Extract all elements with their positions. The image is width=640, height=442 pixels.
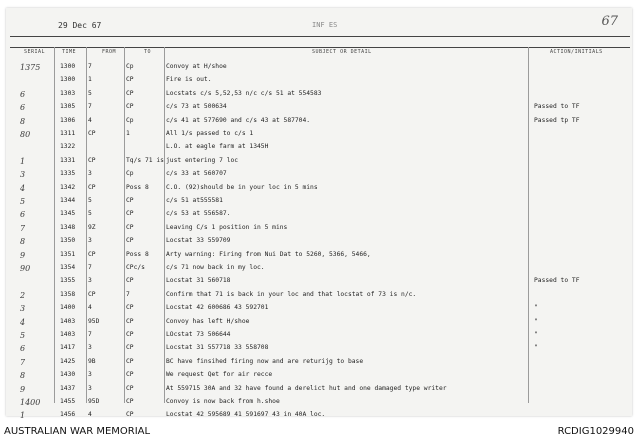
column-header-serial: SERIAL [24, 49, 46, 55]
entry-time: 1335 [60, 170, 76, 178]
entry-to: CP [126, 384, 134, 392]
entry-to: 7 [126, 290, 130, 298]
entry-subject: All 1/s passed to c/s 1 [166, 130, 254, 137]
entry-to: CP [126, 237, 134, 245]
entry-time: 1345 [60, 210, 76, 218]
entry-subject: c/s 71 now back in my loc. [166, 264, 265, 271]
entry-action: Passed tp TF [534, 116, 580, 124]
entry-from: 7 [88, 264, 92, 271]
entry-subject: Confirm that 71 is back in your loc and that locstat of 73 is n/c. [166, 290, 417, 298]
log-entry-row [0, 251, 640, 263]
log-entry-row [0, 130, 640, 142]
entry-subject: c/s 53 at 556587. [166, 210, 231, 218]
entry-subject: c/s 73 at 500634 [166, 103, 227, 111]
entry-serial: 6 [20, 210, 26, 220]
entry-to: Tq/s 71 is [126, 156, 164, 164]
entry-time: 1425 [60, 357, 76, 365]
entry-from: CP [88, 130, 96, 137]
entry-subject: We request Qet for air recce [166, 371, 273, 379]
entry-serial: 1400 [20, 398, 41, 407]
entry-to: CP [126, 344, 134, 352]
log-entry-row [0, 143, 640, 155]
entry-time: 1350 [60, 237, 76, 245]
entry-time: 1437 [60, 384, 76, 392]
entry-to: CP [126, 197, 134, 204]
entry-serial: 6 [20, 344, 26, 354]
entry-to: CP [126, 357, 134, 365]
log-entry-row [0, 197, 640, 209]
entry-time: 1417 [60, 344, 76, 352]
entry-from: 5 [88, 89, 92, 97]
entry-from: 3 [88, 384, 92, 392]
entry-serial: 80 [20, 130, 31, 139]
log-entry-row [0, 358, 640, 370]
entry-subject: Locstat 31 557718 33 558708 [166, 344, 269, 352]
log-entry-row [0, 264, 640, 276]
column-header-to: TO [144, 49, 152, 55]
entry-subject: LOcstat 73 506644 [166, 331, 231, 338]
entry-serial: 6 [20, 89, 26, 99]
entry-time: 1311 [60, 130, 76, 137]
entry-from: 7 [88, 103, 92, 111]
entry-from: 4 [88, 411, 92, 419]
entry-to: CPc/s [126, 264, 145, 271]
entry-time: 1456 [60, 411, 76, 419]
entry-time: 1355 [60, 277, 76, 285]
entry-serial: 2 [20, 290, 26, 300]
page-number: 67 [601, 14, 618, 29]
entry-subject: Locstat 42 595689 41 591697 43 in 40A loc. [166, 411, 326, 419]
entry-serial: 1 [20, 411, 26, 421]
column-header-subject: SUBJECT OR DETAIL [312, 49, 372, 55]
entry-from: 4 [88, 304, 92, 312]
entry-serial: 8 [20, 116, 26, 126]
header-rule-bottom [10, 47, 630, 48]
entry-to: CP [126, 76, 134, 84]
entry-to: CP [126, 398, 134, 405]
entry-to: 1 [126, 130, 130, 137]
entry-time: 1348 [60, 223, 76, 231]
entry-time: 1303 [60, 89, 76, 97]
entry-from: CP [88, 290, 96, 298]
entry-time: 1344 [60, 197, 76, 204]
entry-subject: Locstat 33 559709 [166, 237, 231, 245]
entry-subject: Locstat 31 560718 [166, 277, 231, 285]
log-entry-row [0, 291, 640, 303]
entry-to: CP [126, 103, 134, 111]
entry-action: Passed to TF [534, 277, 580, 285]
entry-from: 95D [88, 398, 100, 405]
entry-to: CP [126, 277, 134, 285]
entry-from: 5 [88, 197, 92, 204]
entry-subject: Convoy has left H/shoe [166, 317, 250, 325]
entry-from: 9Z [88, 223, 96, 231]
entry-to: CP [126, 331, 134, 338]
entry-to: CP [126, 89, 134, 97]
entry-subject: Convoy at H/shoe [166, 63, 227, 70]
entry-serial: 9 [20, 384, 26, 394]
entry-from: 5 [88, 210, 92, 218]
entry-to: Cp [126, 63, 134, 70]
entry-serial: 9 [20, 250, 26, 260]
entry-time: 1354 [60, 264, 76, 271]
log-entry-row [0, 117, 640, 129]
entry-from: 1 [88, 76, 92, 84]
log-entry-row [0, 331, 640, 343]
entry-subject: Locstat 42 600686 43 592701 [166, 304, 269, 312]
entry-time: 1300 [60, 76, 76, 84]
log-entry-row [0, 385, 640, 397]
entry-serial: 4 [20, 183, 26, 193]
log-date: 29 Dec 67 [58, 21, 102, 30]
entry-action: Passed to TF [534, 103, 580, 111]
entry-time: 1305 [60, 103, 76, 111]
header-mark: INF ES [312, 21, 338, 29]
entry-to: Poss 8 [126, 183, 149, 191]
entry-to: CP [126, 317, 134, 325]
log-entry-row [0, 237, 640, 249]
entry-subject: Convoy is now back from h.shoe [166, 398, 280, 405]
log-entry-row [0, 277, 640, 289]
footer-source: AUSTRALIAN WAR MEMORIAL [4, 426, 151, 437]
entry-subject: c/s 33 at 560707 [166, 170, 227, 178]
entry-serial: 7 [20, 223, 26, 233]
entry-subject: Locstats c/s 5,52,53 n/c c/s 51 at 554583 [166, 89, 322, 97]
entry-subject: c/s 41 at 577690 and c/s 43 at 587704. [166, 116, 311, 124]
entry-from: 7 [88, 63, 92, 70]
log-entry-row [0, 76, 640, 88]
entry-serial: 1375 [20, 63, 41, 72]
entry-subject: Fire is out. [166, 76, 212, 84]
column-header-from: FROM [102, 49, 117, 55]
entry-from: CP [88, 156, 96, 164]
entry-serial: 4 [20, 317, 26, 327]
entry-from: 3 [88, 277, 92, 285]
log-entry-row [0, 398, 640, 410]
log-entry-row [0, 90, 640, 102]
log-entry-row [0, 318, 640, 330]
entry-subject: just entering 7 loc [166, 156, 239, 164]
entry-subject: c/s 51 at555581 [166, 197, 223, 204]
entry-from: 3 [88, 344, 92, 352]
footer-reference: RCDIG1029940 [557, 426, 634, 437]
entry-to: Cp [126, 116, 134, 124]
log-entry-row [0, 170, 640, 182]
entry-time: 1300 [60, 63, 76, 70]
column-header-time: TIME [62, 49, 77, 55]
entry-from: CP [88, 250, 96, 258]
entry-from: 7 [88, 331, 92, 338]
header-rule-top [10, 36, 630, 37]
entry-subject: BC have finsihed firing now and are returijg to base [166, 357, 364, 365]
entry-time: 1403 [60, 317, 76, 325]
entry-serial: 7 [20, 357, 26, 367]
entry-subject: C.O. (92)should be in your loc in 5 mins [166, 183, 318, 191]
entry-time: 1306 [60, 116, 76, 124]
entry-action: " [534, 317, 538, 325]
entry-action: " [534, 331, 538, 338]
log-entry-row [0, 157, 640, 169]
entry-to: CP [126, 223, 134, 231]
entry-serial: 3 [20, 170, 26, 180]
log-entry-row [0, 344, 640, 356]
entry-to: CP [126, 371, 134, 379]
entry-from: 4 [88, 116, 92, 124]
log-entry-row [0, 210, 640, 222]
entry-from: 3 [88, 237, 92, 245]
entry-time: 1455 [60, 398, 76, 405]
entry-subject: At 559715 30A and 32 have found a derelict hut and one damaged type writer [166, 384, 447, 392]
entry-serial: 3 [20, 304, 26, 314]
entry-time: 1403 [60, 331, 76, 338]
entry-from: CP [88, 183, 96, 191]
entry-from: 3 [88, 170, 92, 178]
log-entry-row [0, 304, 640, 316]
entry-time: 1322 [60, 143, 76, 151]
entry-serial: 8 [20, 237, 26, 247]
entry-time: 1430 [60, 371, 76, 379]
entry-serial: 5 [20, 331, 26, 340]
entry-time: 1358 [60, 290, 76, 298]
entry-subject: Leaving C/s 1 position in 5 mins [166, 223, 288, 231]
entry-from: 3 [88, 371, 92, 379]
entry-time: 1342 [60, 183, 76, 191]
entry-time: 1400 [60, 304, 76, 312]
entry-time: 1331 [60, 156, 76, 164]
entry-serial: 1 [20, 156, 26, 166]
entry-to: CP [126, 304, 134, 312]
entry-time: 1351 [60, 250, 76, 258]
entry-serial: 8 [20, 371, 26, 381]
column-header-action: ACTION/INITIALS [550, 49, 603, 55]
entry-action: " [534, 304, 538, 312]
entry-serial: 6 [20, 103, 26, 113]
entry-serial: 90 [20, 264, 31, 273]
entry-from: 95D [88, 317, 100, 325]
entry-to: Cp [126, 170, 134, 178]
log-entry-row [0, 371, 640, 383]
log-entry-row [0, 103, 640, 115]
entry-to: CP [126, 411, 134, 419]
log-entry-row [0, 411, 640, 423]
entry-serial: 5 [20, 197, 26, 206]
entry-subject: L.O. at eagle farm at 1345H [166, 143, 269, 151]
entry-action: " [534, 344, 538, 352]
entry-to: CP [126, 210, 134, 218]
entry-subject: Arty warning: Firing from Nui Dat to 5260, 5366, 5466, [166, 250, 371, 258]
log-entry-row [0, 184, 640, 196]
entry-to: Poss 8 [126, 250, 149, 258]
entry-from: 9B [88, 357, 96, 365]
log-entry-row [0, 224, 640, 236]
log-entry-row [0, 63, 640, 75]
